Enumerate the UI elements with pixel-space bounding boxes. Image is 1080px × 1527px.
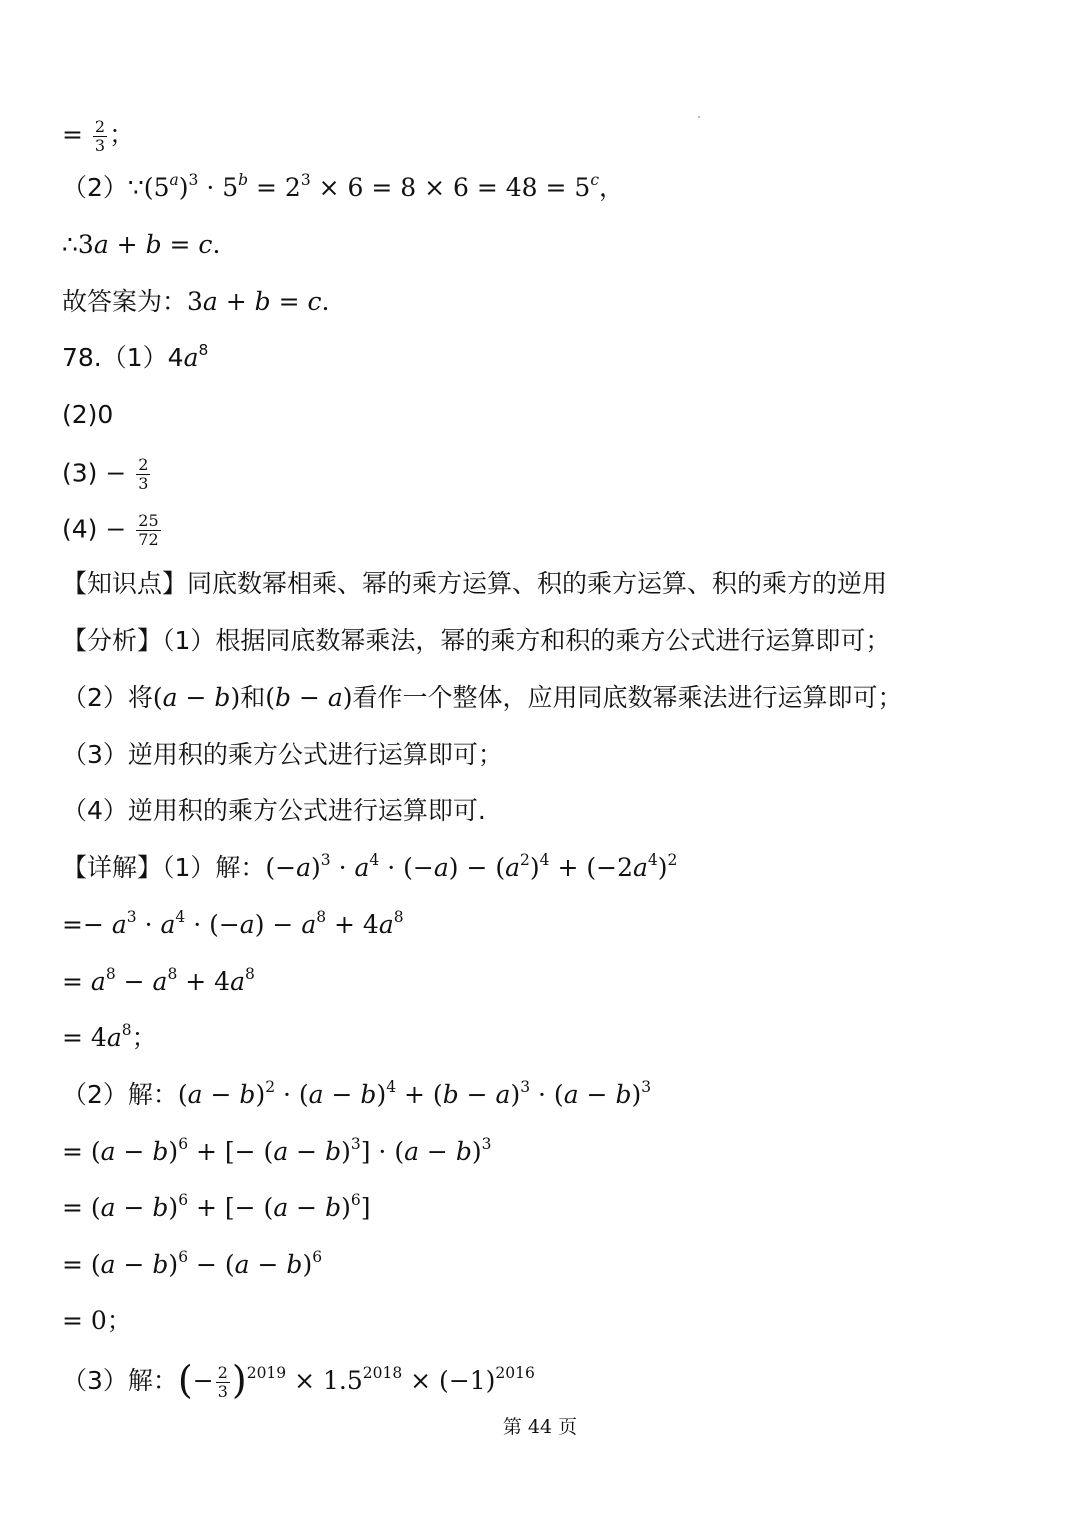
page-footer: 第 44 页 [502, 1416, 578, 1438]
line-2: $(2)\because(5^a)^3 \cdot 5^b = 2^3 \times 6 = 8 \times 6 = 48 = 5^c$， [62, 171, 625, 202]
answer-4: (4) − $\frac{25}{72}$ [62, 511, 159, 549]
answer-2: (2)0 [62, 400, 114, 429]
detail-2: =− $a^3 \cdot a^4 \cdot (-a) - a^8 + 4a^8$ [62, 908, 404, 939]
detail-5: （2）解：$(a - b)^2 \cdot (a - b)^4 + (b - a)^3 \cdot (a - b)^3$ [62, 1078, 652, 1109]
detail-4: = $4a^8$； [62, 1021, 157, 1052]
detail-7: = $(a - b)^6$ + [− $(a - b)^6$] [62, 1191, 371, 1222]
knowledge-points: 【知识点】同底数幂相乘、幂的乘方运算、积的乘方运算、积的乘方的逆用 [62, 569, 888, 598]
analysis-4: （4）逆用积的乘方公式进行运算即可. [62, 796, 486, 825]
analysis-3: （3）逆用积的乘方公式进行运算即可； [62, 740, 503, 769]
problem-78: $78.(1)4a^8$ [62, 341, 209, 372]
line-1: = $\frac{2}{3}$ ； [62, 117, 135, 155]
detail-6: = $(a - b)^6$ + [− $(a - b)^3] \cdot (a - b)^3$ [62, 1135, 492, 1166]
detail-8: = $(a - b)^6 - (a - b)^6$ [62, 1248, 323, 1279]
detail-9: = 0； [62, 1306, 132, 1335]
detail-1: 【详解】（1）解：$(-a)^3 \cdot a^4 \cdot (-a) - (a^2)^4 + (-2a^4)^2$ [62, 851, 678, 882]
analysis-2: （2）将(a − b)和(b − a)看作一个整体，应用同底数幂乘法进行运算即可； [62, 683, 903, 712]
analysis-1: 【分析】（1）根据同底数幂乘法，幂的乘方和积的乘方公式进行运算即可； [62, 626, 891, 655]
speck [698, 116, 700, 118]
detail-10: （3）解：(− $\frac{2}{3}$ )$^{2019} \times 1.5^{2018} \times (-1)^{2016}$ [62, 1358, 535, 1402]
detail-3: = $a^8 - a^8 + 4a^8$ [62, 965, 255, 996]
line-3: ∴3a + b = c. [62, 230, 221, 259]
answer-3: (3) − $\frac{2}{3}$ [62, 455, 149, 493]
line-4: 故答案为：3a + b = c. [62, 287, 330, 316]
